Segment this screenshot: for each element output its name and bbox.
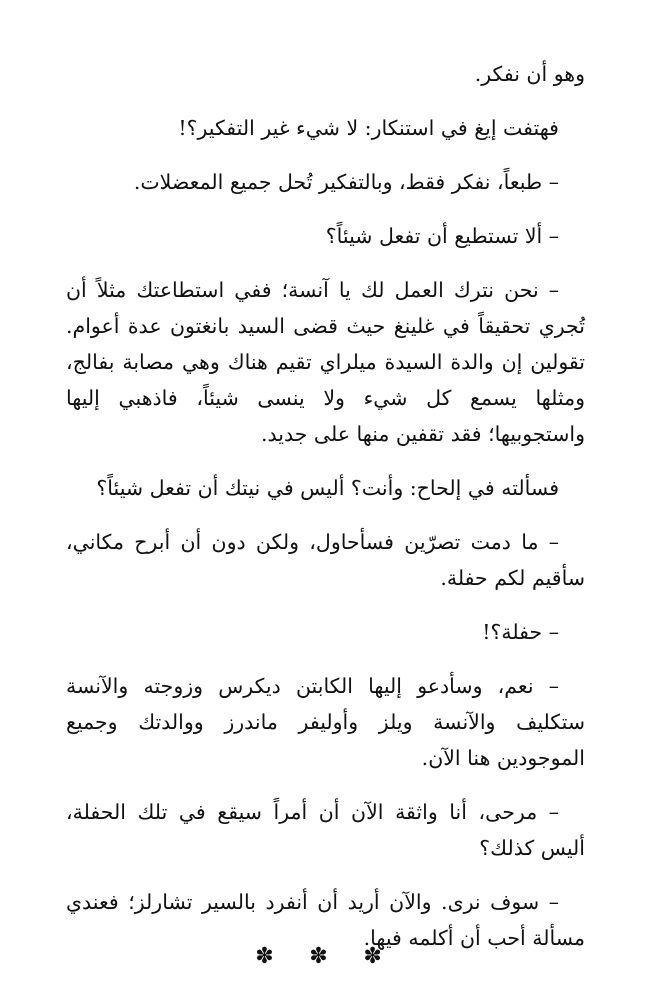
page-body — [66, 56, 585, 974]
paragraph-10: – مرحى، أنا واثقة الآن أن أمراً سيقع في تلك الحفلة، أليس كذلك؟ — [66, 800, 585, 860]
paragraph-6: فسألته في إلحاح: وأنت؟ أليس في نيتك أن تفعل شيئاً؟ — [96, 476, 559, 500]
paragraph-1: وهو أن نفكر. — [474, 62, 585, 86]
paragraph-8: – حفلة؟! — [482, 620, 559, 644]
section-separator: ✽ ✽ ✽ — [255, 944, 396, 969]
paragraph-9: – نعم، وسأدعو إليها الكابتن ديكرس وزوجته والآنسة ستكليف والآنسة ويلز وأوليفر ماندرز ووالدتك وجميع الموجودين هنا الآن. — [66, 674, 585, 770]
paragraph-5: – نحن نترك العمل لك يا آنسة؛ ففي استطاعتك مثلاً أن تُجري تحقيقاً في غلينغ حيث قضى السيد بانغتون عدة أعوام. تقولين إن والدة السيدة ميلراي تقيم هناك وهي مصابة بفالج، ومثلها يسمع كل شيء ولا ينسى شيئاً، فاذهبي إليها واستجوبيها؛ فقد تقفين منها على جديد. — [66, 278, 585, 446]
paragraph-11: – سوف نرى. والآن أريد أن أنفرد بالسير تشارلز؛ فعندي مسألة أحب أن أكلمه فيها. — [66, 890, 585, 950]
paragraph-2: فهتفت إيغ في استنكار: لا شيء غير التفكير؟! — [178, 116, 559, 140]
paragraph-3: – طبعاً، نفكر فقط، وبالتفكير تُحل جميع المعضلات. — [133, 170, 559, 194]
paragraph-7: – ما دمت تصرّين فسأحاول، ولكن دون أن أبرح مكاني، سأقيم لكم حفلة. — [66, 530, 585, 590]
paragraph-4: – ألا تستطيع أن تفعل شيئاً؟ — [325, 224, 559, 248]
